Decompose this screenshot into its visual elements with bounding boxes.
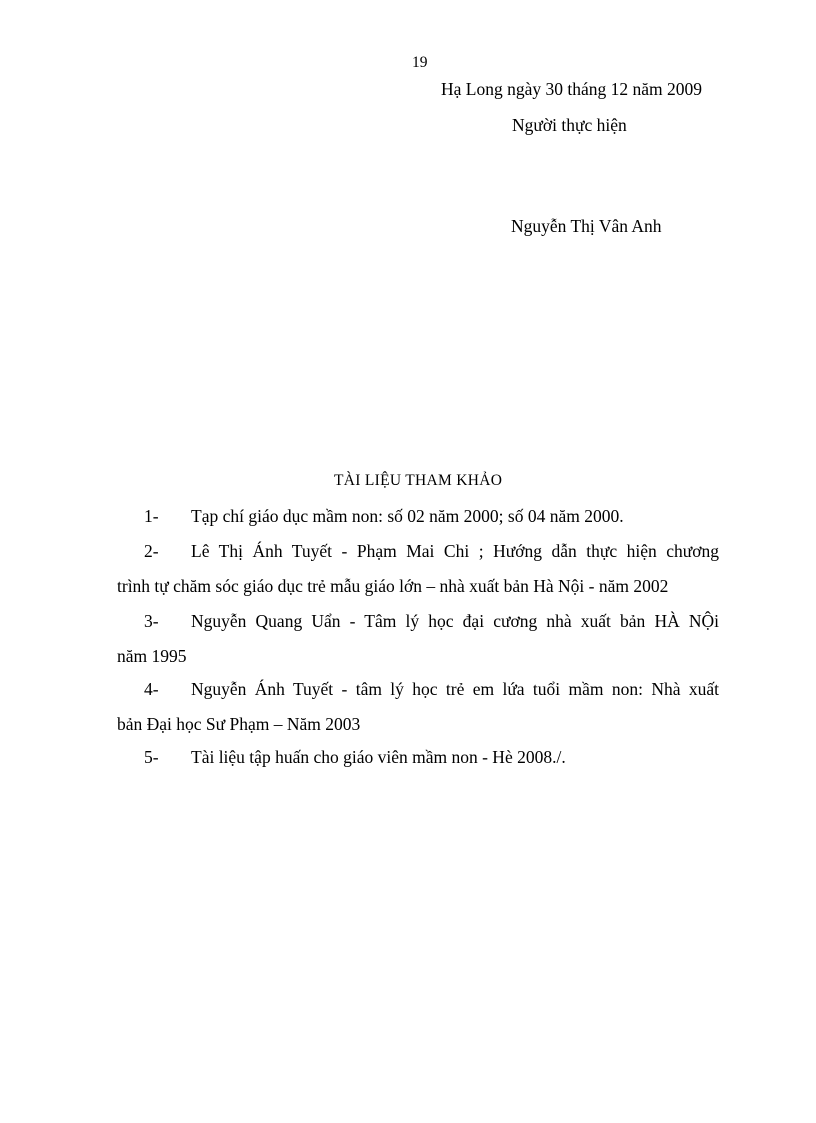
reference-item-1 <box>117 499 719 534</box>
reference-number: 2- <box>144 541 159 561</box>
reference-text: Lê Thị Ánh Tuyết - Phạm Mai Chi ; Hướng dẫn thực hiện chương <box>191 541 719 561</box>
reference-number: 5- <box>144 747 159 767</box>
reference-text: Tạp chí giáo dục mầm non: số 02 năm 2000; số 04 năm 2000. <box>191 506 624 526</box>
reference-number: 4- <box>144 679 159 699</box>
reference-item-3 <box>117 604 719 674</box>
reference-number: 3- <box>144 611 159 631</box>
reference-item-2 <box>117 534 719 604</box>
reference-text: Nguyễn Quang Uẩn - Tâm lý học đại cương nhà xuất bản HÀ NỘi <box>191 611 719 631</box>
reference-continuation: năm 1995 <box>117 646 187 666</box>
reference-first-line <box>117 740 719 775</box>
reference-number: 1- <box>144 506 159 526</box>
reference-continuation: trình tự chăm sóc giáo dục trẻ mẫu giáo lớn – nhà xuất bản Hà Nội - năm 2002 <box>117 576 669 596</box>
reference-first-line <box>117 499 719 534</box>
reference-first-line <box>117 604 719 639</box>
reference-first-line <box>117 672 719 707</box>
reference-first-line <box>117 534 719 569</box>
signer-title: Người thực hiện <box>512 115 627 135</box>
reference-item-4 <box>117 672 719 742</box>
reference-continuation: bản Đại học Sư Phạm – Năm 2003 <box>117 714 361 734</box>
signer-name: Nguyễn Thị Vân Anh <box>511 216 662 236</box>
reference-text: Nguyễn Ánh Tuyết - tâm lý học trẻ em lứa tuổi mầm non: Nhà xuất <box>191 679 719 699</box>
references-heading: TÀI LIỆU THAM KHẢO <box>334 472 503 489</box>
page-number: 19 <box>412 54 428 71</box>
reference-text: Tài liệu tập huấn cho giáo viên mầm non - Hè 2008./. <box>191 747 566 767</box>
reference-item-5 <box>117 740 719 775</box>
place-date: Hạ Long ngày 30 tháng 12 năm 2009 <box>441 79 702 99</box>
